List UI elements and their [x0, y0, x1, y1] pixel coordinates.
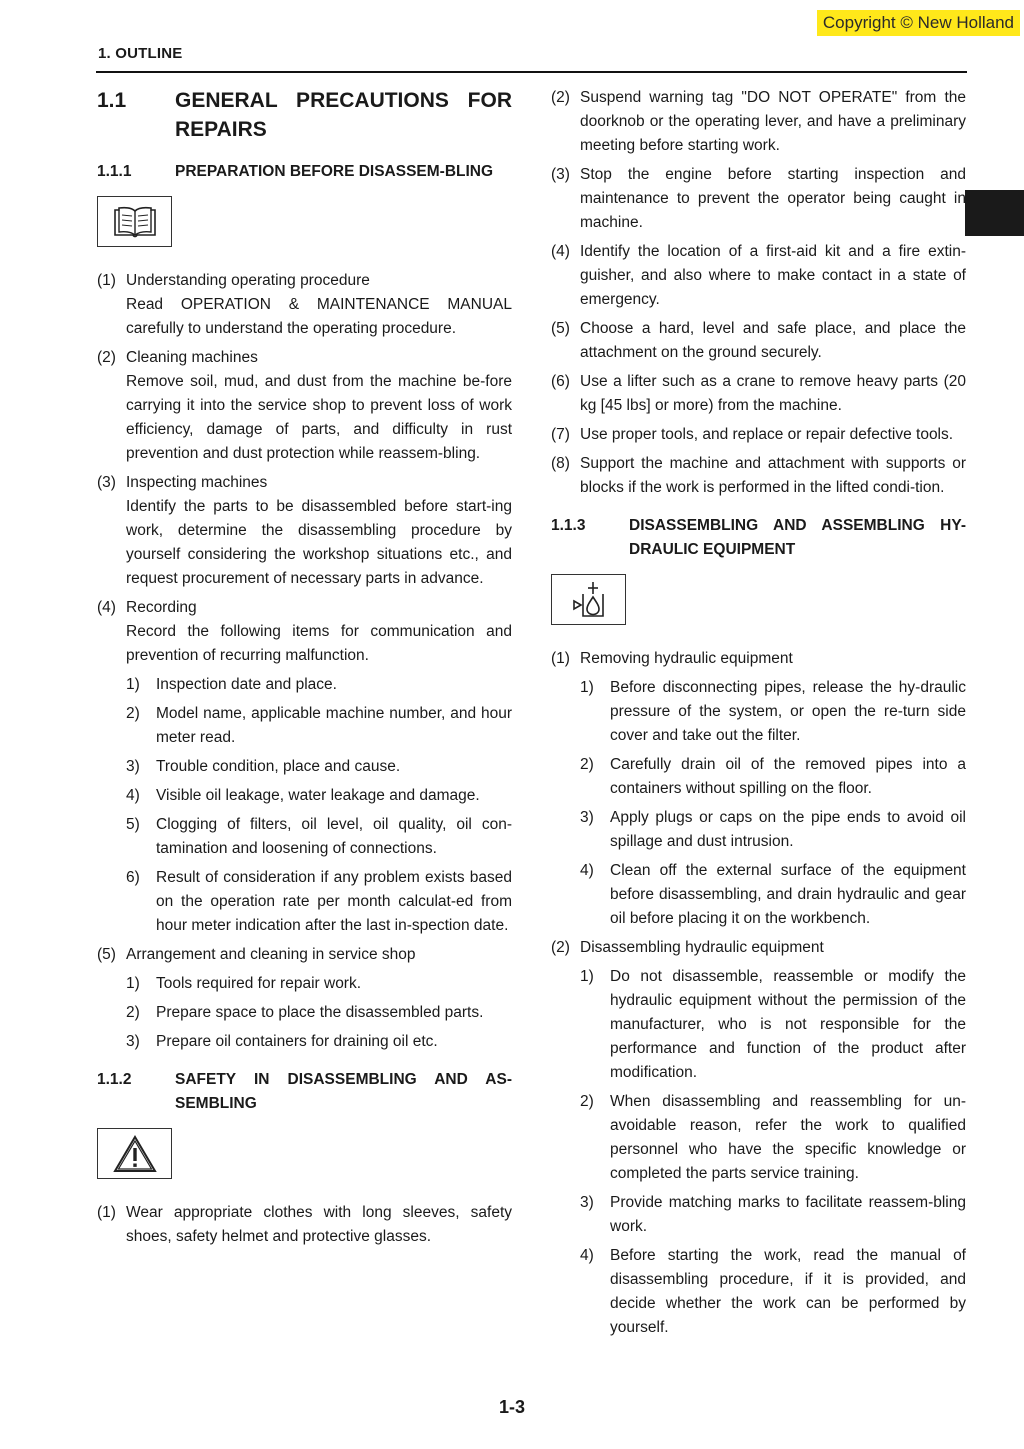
sub-list-item: 5) Clogging of filters, oil level, oil quality, oil con-tamination and loosening of connections. — [126, 816, 512, 857]
sub-list-item: 3) Trouble condition, place and cause. — [126, 758, 401, 775]
list-item: (8) Support the machine and attachment with supports or blocks if the work is performed in the lifted condi-tion. — [551, 455, 966, 496]
list-item: (2) Suspend warning tag "DO NOT OPERATE" from the doorknob or the operating lever, and have a preliminary meeting before starting work. — [551, 89, 966, 154]
sub-list-item: 3) Provide matching marks to facilitate reassem-bling work. — [580, 1194, 966, 1235]
subsection-number: 1.1.3 — [551, 517, 586, 534]
warning-triangle-icon — [97, 1128, 172, 1179]
section-heading — [97, 86, 512, 144]
running-head: 1. OUTLINE — [98, 45, 183, 62]
hydraulic-oil-icon — [551, 574, 626, 625]
sub-list-item: 2) When disassembling and reassembling for un-avoidable reason, refer the work to qualified personnel who have the specific knowledge or completed the parts service training. — [580, 1093, 966, 1182]
list-item: (4) Identify the location of a first-aid kit and a fire extin-guisher, and also where to make contact in a state of emergency. — [551, 243, 966, 308]
subsection-heading-1-1-3 — [551, 514, 966, 562]
section-number: 1.1 — [97, 89, 127, 112]
list-item: (1) Wear appropriate clothes with long sleeves, safety shoes, safety helmet and protective glasses. — [97, 1204, 512, 1245]
list-item: (3) Stop the engine before starting inspection and maintenance to prevent the operator being caught in machine. — [551, 166, 966, 231]
copyright-label: Copyright © New Holland — [817, 10, 1020, 36]
right-column — [551, 86, 966, 1345]
subsection-number: 1.1.2 — [97, 1071, 132, 1088]
sub-list-item: 3) Apply plugs or caps on the pipe ends to avoid oil spillage and dust intrusion. — [580, 809, 966, 850]
list-item: (3) Inspecting machines Identify the parts to be disassembled before start-ing work, determine the disassembling procedure by yourself considering the workshop situations etc., and request procurement of necessary parts in advance. — [97, 474, 512, 587]
sub-list-item: 6) Result of consideration if any problem exists based on the operation rate per month calculat-ed from hour meter indication after the last in-spection date. — [126, 869, 512, 934]
sub-list-item: 1) Before disconnecting pipes, release the hy-draulic pressure of the system, or open the re-turn side cover and take out the filter. — [580, 679, 966, 744]
sub-list-item: 4) Clean off the external surface of the equipment before disassembling, and drain hydraulic and gear oil before placing it on the workbench. — [580, 862, 966, 927]
list-item: (4) Recording Record the following items for communication and prevention of recurring malfunction. — [97, 599, 512, 664]
list-item: (7) Use proper tools, and replace or repair defective tools. — [551, 426, 954, 443]
subsection-heading-1-1-2 — [97, 1068, 512, 1116]
sub-list-item: 2) Model name, applicable machine number, and hour meter read. — [126, 705, 512, 746]
sub-list-item: 2) Carefully drain oil of the removed pipes into a containers without spilling on the floor. — [580, 756, 966, 797]
subsection-title: PREPARATION BEFORE DISASSEM-BLING — [175, 163, 494, 180]
thumb-tab — [965, 190, 1024, 236]
subsection-heading-1-1-1 — [97, 160, 512, 184]
subsection-number: 1.1.1 — [97, 163, 132, 180]
list-item: (5) Choose a hard, level and safe place, and place the attachment on the ground securely. — [551, 320, 966, 361]
list-item: (2) Cleaning machines Remove soil, mud, and dust from the machine be-fore carrying it into the service shop to prevent loss of work efficiency, damage of parts, and difficulty in rust prevention and dust protection while reassem-bling. — [97, 349, 512, 462]
sub-list-item: 1) Tools required for repair work. — [126, 975, 362, 992]
sub-list-item: 4) Visible oil leakage, water leakage and damage. — [126, 787, 480, 804]
sub-list-item: 2) Prepare space to place the disassembled parts. — [126, 1004, 484, 1021]
list-item: (5) Arrangement and cleaning in service shop — [97, 946, 416, 963]
header-rule — [96, 71, 967, 73]
list-item: (6) Use a lifter such as a crane to remove heavy parts (20 kg [45 lbs] or more) from the machine. — [551, 373, 966, 414]
subsection-title: DISASSEMBLING AND ASSEMBLING HY-DRAULIC EQUIPMENT — [629, 517, 966, 558]
left-column — [97, 86, 512, 1254]
sub-list-item: 3) Prepare oil containers for draining oil etc. — [126, 1033, 438, 1050]
list-item: (1) Understanding operating procedure Read OPERATION & MAINTENANCE MANUAL carefully to understand the operating procedure. — [97, 272, 512, 337]
section-title: GENERAL PRECAUTIONS FOR REPAIRS — [175, 89, 512, 141]
sub-list-item: 4) Before starting the work, read the manual of disassembling procedure, if it is provided, and decide whether the work can be performed by yourself. — [580, 1247, 966, 1336]
page-number: 1-3 — [498, 1397, 525, 1417]
list-item: (1) Removing hydraulic equipment — [551, 650, 793, 667]
list-item: (2) Disassembling hydraulic equipment — [551, 939, 824, 956]
subsection-title: SAFETY IN DISASSEMBLING AND AS-SEMBLING — [175, 1071, 512, 1112]
sub-list-item: 1) Inspection date and place. — [126, 676, 337, 693]
open-book-icon — [97, 196, 172, 247]
sub-list-item: 1) Do not disassemble, reassemble or modify the hydraulic equipment without the permission of the manufacturer, who is not responsible for the performance and function of the product after modification. — [580, 968, 966, 1081]
